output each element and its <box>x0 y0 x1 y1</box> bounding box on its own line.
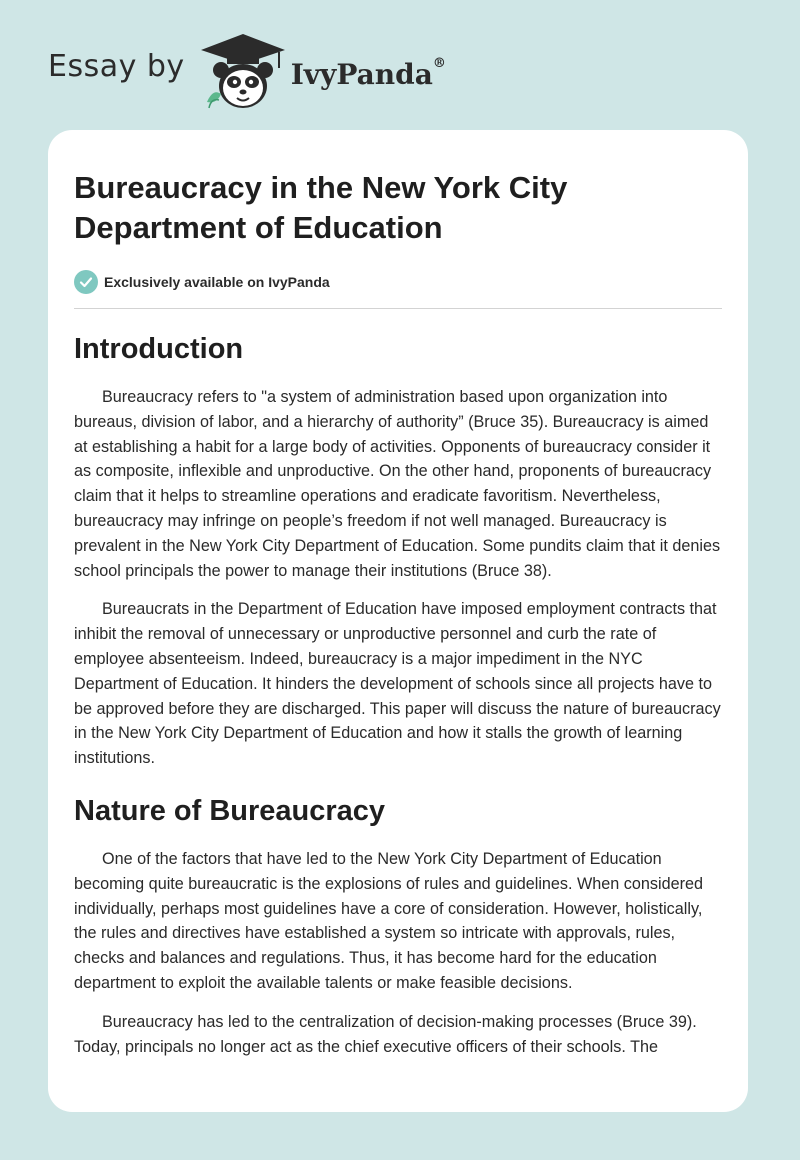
paragraph: One of the factors that have led to the New York City Department of Education becoming quite bureaucratic is the explosions of rules and guidelines. When considered individually, perhaps most guidelines have a core of consideration. However, holistically, the rules and directives have established a system so intricate with approvals, rules, checks and balances and regulations. Thus, it has become hard for the education department to exploit the available talents or make feasible decisions. <box>74 849 703 992</box>
brand-name[interactable]: IvyPanda® <box>290 55 446 91</box>
paragraph: Bureaucracy refers to "a system of administration based upon organization into bureaus, division of labor, and a hierarchy of authority” (Bruce 35). Bureaucracy is aimed at establishing a habit for a large body of activities. Opponents of bureaucracy consider it as composite, inflexible and unproductive. On the other hand, proponents of bureaucracy claim that it helps to streamline operations and eradicate favoritism. Nevertheless, bureaucracy may infringe on people’s freedom if not well managed. Bureaucracy is prevalent in the New York City Department of Education. Some pundits claim that it denies school principals the power to manage their institutions (Bruce 38). <box>74 388 721 580</box>
essay-by-label: Essay by <box>48 48 185 84</box>
essay-card <box>48 130 748 1112</box>
site-header <box>48 32 446 112</box>
panda-graduate-logo-icon[interactable] <box>199 32 287 112</box>
exclusive-badge <box>74 268 722 296</box>
divider <box>74 308 722 309</box>
page-title: Bureaucracy in the New York City Department of Education <box>74 170 568 245</box>
exclusive-badge-text: Exclusively available on IvyPanda <box>104 274 330 290</box>
paragraph: Bureaucrats in the Department of Education have imposed employment contracts that inhibit the removal of unnecessary or unproductive personnel and curb the rate of employee absenteeism. Indeed, bureaucracy is a major impediment in the NYC Department of Education. It hinders the development of schools since all projects have to be approved before they are discharged. This paper will discuss the nature of bureaucracy in the New York City Department of Education and how it stalls the growth of learning institutions. <box>74 600 721 768</box>
section-heading-nature-of-bureaucracy: Nature of Bureaucracy <box>74 794 386 827</box>
check-circle-icon <box>74 270 98 294</box>
paragraph: Bureaucracy has led to the centralization of decision-making processes (Bruce 39). Today, principals no longer act as the chief executive officers of their schools. The <box>74 1012 697 1056</box>
section-heading-introduction: Introduction <box>74 333 244 365</box>
registered-mark: ® <box>432 55 446 71</box>
